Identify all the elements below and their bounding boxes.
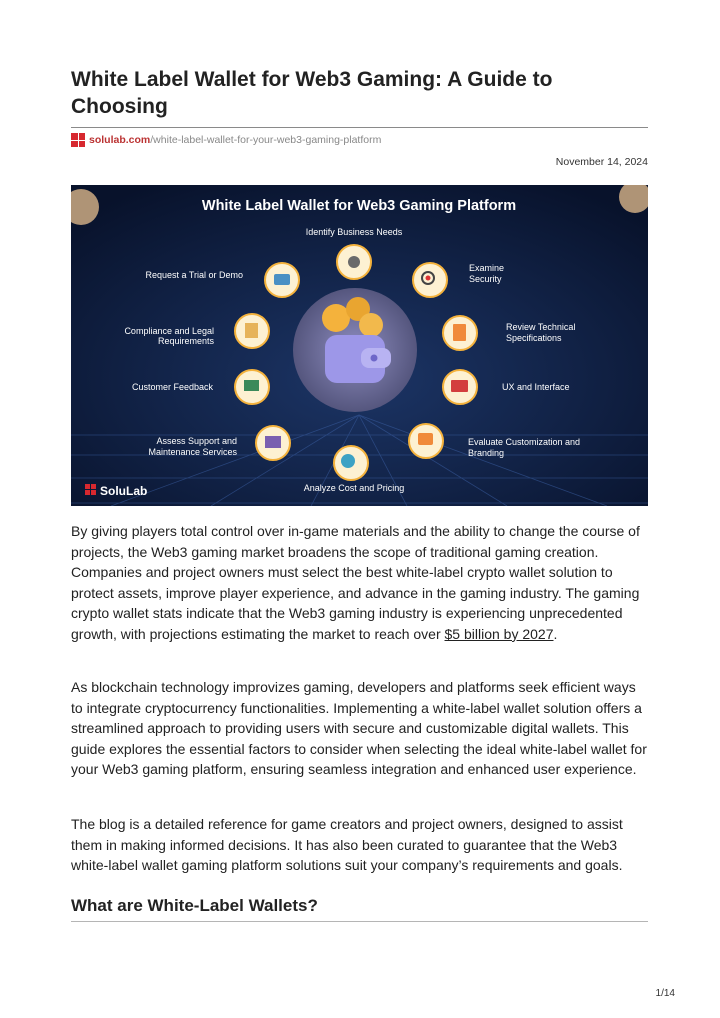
brand-name: SoluLab — [100, 484, 148, 498]
label-compliance-1: Compliance and Legal — [124, 326, 214, 336]
publish-date: November 14, 2024 — [555, 156, 648, 168]
source-path[interactable]: /white-label-wallet-for-your-web3-gaming-platform — [150, 134, 382, 146]
paragraph-blockchain: As blockchain technology improvizes gaming, developers and platforms seek efficient ways to integrate cryptocurrency functionalities. Implementing a white-label wallet solution offers a streamlined approach to providing users with secure and customizable digital wallets. This guide explores the essential factors to consider when selecting the ideal white-label wallet for your Web3 gaming platform, ensuring seamless integration and enhanced user experience. — [71, 679, 647, 777]
label-examine: Examine — [469, 263, 505, 273]
node-ux-interface-icon — [443, 370, 477, 404]
label-support-1: Assess Support and — [156, 436, 237, 446]
label-cost: Analyze Cost and Pricing — [303, 483, 405, 493]
label-customization-1: Evaluate Customization and — [468, 437, 581, 447]
label-feedback: Customer Feedback — [131, 382, 213, 392]
node-support-icon — [256, 426, 290, 460]
node-compliance-icon — [235, 314, 269, 348]
node-request-trial-icon — [265, 263, 299, 297]
page-title: White Label Wallet for Web3 Gaming: A Guide to Choosing — [71, 68, 553, 118]
label-technical-1: Review Technical — [506, 322, 576, 332]
label-identify-needs: Identify Business Needs — [305, 227, 403, 237]
solulab-logo-icon — [71, 133, 85, 147]
node-customization-icon — [409, 424, 443, 458]
node-cost-pricing-icon — [334, 446, 368, 480]
coin-icon — [322, 304, 350, 332]
label-ux: UX and Interface — [502, 382, 570, 392]
node-customer-feedback-icon — [235, 370, 269, 404]
title-divider — [71, 127, 648, 128]
label-request-trial: Request a Trial or Demo — [145, 270, 243, 280]
node-technical-specs-icon — [443, 316, 477, 350]
label-security: Security — [469, 274, 502, 284]
page-number: 1/14 — [655, 988, 675, 999]
section-divider — [71, 921, 648, 922]
section-heading: What are White-Label Wallets? — [71, 896, 318, 915]
paragraph-blog-reference: The blog is a detailed reference for game creators and project owners, designed to assist them in making informed decisions. It has also been curated to guarantee that the Web3 white-label wallet gaming platform solutions suit your company’s requirements and goals. — [71, 816, 623, 873]
label-technical-2: Specifications — [506, 333, 562, 343]
source-domain[interactable]: solulab.com — [89, 134, 151, 146]
source-url[interactable] — [71, 131, 381, 149]
label-compliance-2: Requirements — [157, 336, 214, 346]
market-stat-link[interactable]: $5 billion by 2027 — [444, 625, 554, 642]
hero-infographic — [71, 185, 648, 506]
hero-title: White Label Wallet for Web3 Gaming Platform — [201, 198, 517, 214]
paragraph-intro: By giving players total control over in-game materials and the ability to change the course of projects, the Web3 gaming market broadens the scope of traditional gaming creation. Companies and project owners must select the best white-label crypto wallet solution to protect assets, improve player experience, and advance in the gaming industry. The gaming crypto wallet stats indicate that the Web3 gaming industry is experiencing unprecedented growth, with projections estimating the market to reach over $5 billion by 2027. — [71, 523, 640, 642]
label-customization-2: Branding — [468, 448, 505, 458]
node-examine-security-icon — [413, 263, 447, 297]
label-support-2: Maintenance Services — [148, 447, 237, 457]
node-identify-business-needs-icon — [337, 245, 371, 279]
